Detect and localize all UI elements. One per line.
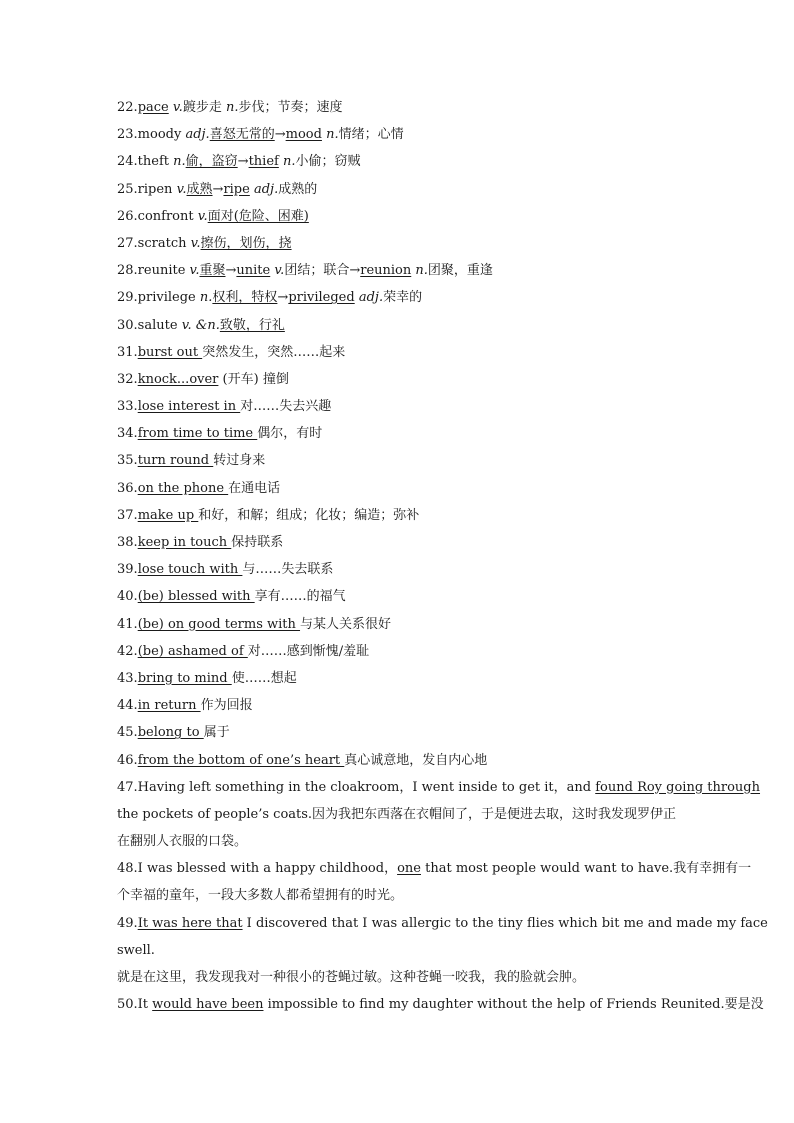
entry-text: swell.	[117, 942, 155, 958]
entry-line-46	[117, 747, 682, 774]
entry-line-48b	[117, 882, 682, 909]
entry-text: 在通电话	[228, 480, 281, 496]
part-of-speech: n.	[326, 127, 339, 143]
entry-text: 保持联系	[231, 535, 284, 550]
entry-line-44	[117, 692, 682, 719]
entry-text: 24.theft	[117, 154, 174, 170]
answer-text: 重聚	[199, 263, 226, 279]
entry-line-41	[117, 611, 682, 638]
entry-line-29	[117, 284, 682, 311]
entry-line-37	[117, 502, 682, 529]
entry-line-43	[117, 665, 682, 692]
part-of-speech: &n.	[195, 317, 220, 333]
answer-text: burst out	[137, 344, 203, 360]
entry-text: 在翻别人衣服的口袋。	[117, 834, 248, 850]
answer-text: mood	[285, 127, 322, 143]
entry-text: →	[277, 290, 289, 306]
entry-text: 48.I was blessed with a happy childhood，	[117, 861, 398, 877]
entry-line-47	[117, 774, 761, 801]
entry-line-42	[117, 638, 682, 665]
entry-text: 真心诚意地，发自内心地	[344, 752, 488, 768]
part-of-speech: n.	[173, 154, 186, 170]
entry-line-50	[117, 991, 764, 1018]
answer-text: It was here that	[137, 915, 243, 931]
entry-text: 小偷；窃贼	[295, 154, 361, 170]
entry-text: 30.salute	[117, 317, 182, 333]
part-of-speech: adj.	[185, 127, 210, 143]
part-of-speech: v.	[189, 263, 200, 279]
entry-text: 49.	[117, 915, 138, 931]
answer-text: (be) blessed with	[137, 589, 255, 605]
entry-line-49b	[117, 937, 682, 964]
entry-line-49	[117, 910, 768, 937]
part-of-speech: v.	[181, 317, 192, 333]
answer-text: on the phone	[137, 480, 229, 496]
entry-text: 荣幸的	[383, 290, 423, 306]
entry-text: 45.	[117, 725, 138, 741]
entry-text: 25.ripen	[117, 181, 177, 197]
entry-text: 使……想起	[231, 670, 297, 686]
entry-text: the pockets of people’s coats.因为我把东西落在衣帽间了，于是便进去取，这时我发现罗伊正	[117, 806, 677, 822]
entry-line-27	[117, 230, 682, 257]
part-of-speech: v.	[197, 208, 208, 224]
entry-text: 50.It	[117, 997, 153, 1013]
answer-text: make up	[137, 507, 199, 523]
entry-text: 与……失去联系	[242, 562, 334, 578]
entry-text: 26.confront	[117, 208, 198, 224]
entry-text: 个幸福的童年，一段大多数人都希望拥有的时光。	[117, 888, 404, 904]
entry-line-28	[117, 257, 682, 284]
answer-text: knock...over	[137, 371, 219, 387]
entry-text: 突然发生，突然……起来	[202, 344, 346, 360]
answer-text: 偷，盗窃	[185, 154, 238, 170]
answer-text: thief	[248, 154, 279, 170]
entry-text: 与某人关系很好	[300, 616, 392, 632]
answer-text: 致敬，行礼	[219, 317, 285, 333]
entry-text: 情绪；心情	[338, 127, 404, 143]
entry-text: that most people would want to have.我有幸拥有一	[420, 861, 752, 877]
entry-line-26	[117, 203, 682, 230]
part-of-speech: n.	[199, 290, 213, 306]
answer-text: lose interest in	[137, 399, 241, 415]
entry-text: 22.	[117, 100, 138, 115]
entry-text: 28.reunite	[117, 263, 190, 279]
entry-text: (开车) 撞倒	[218, 371, 289, 387]
entry-text: 39.	[117, 562, 138, 578]
answer-text: keep in touch	[137, 535, 232, 550]
entry-text: 29.privilege	[117, 290, 200, 306]
part-of-speech: v.	[172, 100, 183, 115]
entry-text: 38.	[117, 535, 138, 550]
entry-line-40	[117, 583, 682, 610]
entry-line-47c	[117, 828, 682, 855]
entry-line-34	[117, 420, 682, 447]
entry-text: 42.	[117, 643, 138, 659]
entry-line-47b	[117, 801, 682, 828]
entry-text: I discovered that I was allergic to the tiny flies which bit me and made my face	[242, 915, 768, 931]
entry-text: →	[349, 263, 361, 279]
answer-text: turn round	[137, 453, 214, 469]
entry-text: 踱步走	[182, 100, 226, 115]
answer-text: 喜怒无常的	[209, 127, 275, 143]
entry-text: 32.	[117, 371, 138, 387]
vocabulary-list	[117, 94, 768, 1018]
entry-line-33	[117, 393, 682, 420]
answer-text: (be) on good terms with	[137, 616, 301, 632]
part-of-speech: v.	[274, 263, 285, 279]
entry-text: 对……感到惭愧/羞耻	[247, 643, 370, 659]
answer-text: (be) ashamed of	[137, 643, 248, 659]
entry-text: 23.moody	[117, 127, 186, 143]
entry-line-23	[117, 121, 682, 148]
entry-text: 作为回报	[200, 698, 253, 714]
part-of-speech: n.	[415, 263, 428, 279]
part-of-speech: adj.	[253, 181, 279, 197]
entry-text: 47.Having left something in the cloakroom，I went inside to get it，and	[117, 779, 596, 795]
entry-text: impossible to find my daughter without the help of Friends Reunited.要是没	[263, 997, 764, 1013]
answer-text: 面对(危险、困难)	[207, 208, 309, 224]
entry-line-24	[117, 148, 682, 175]
entry-text: 偶尔，有时	[257, 426, 323, 442]
answer-text: in return	[137, 698, 201, 714]
entry-text: 37.	[117, 507, 138, 523]
entry-text: 46.	[117, 752, 138, 768]
entry-text: 团结；联合	[284, 263, 350, 279]
entry-line-48	[117, 855, 752, 882]
entry-text: 43.	[117, 670, 138, 686]
answer-text: 权利，特权	[212, 290, 278, 306]
entry-line-22	[117, 94, 682, 121]
answer-text: privileged	[288, 290, 355, 306]
answer-text: from the bottom of one’s heart	[137, 752, 345, 768]
entry-text: →	[212, 181, 224, 197]
entry-text: →	[274, 127, 286, 143]
entry-text: 属于	[203, 725, 230, 741]
entry-text: →	[225, 263, 237, 279]
entry-text: 就是在这里，我发现我对一种很小的苍蝇过敏。这种苍蝇一咬我，我的脸就会肿。	[117, 970, 586, 985]
entry-line-35	[117, 447, 682, 474]
answer-text: unite	[236, 263, 271, 279]
entry-line-45	[117, 719, 682, 746]
entry-line-31	[117, 339, 682, 366]
entry-text: 31.	[117, 344, 138, 360]
entry-text: →	[237, 154, 249, 170]
entry-text: 27.scratch	[117, 235, 191, 251]
answer-text: 成熟	[186, 181, 213, 197]
entry-text: 36.	[117, 480, 138, 496]
answer-text: belong to	[137, 725, 204, 741]
part-of-speech: n.	[225, 100, 239, 115]
answer-text: pace	[137, 100, 169, 115]
entry-text: 34.	[117, 426, 138, 442]
entry-line-30	[117, 312, 682, 339]
entry-text: 团聚，重逢	[427, 263, 493, 279]
entry-text: 和好，和解；组成；化妆；编造；弥补	[198, 507, 420, 523]
entry-line-36	[117, 475, 682, 502]
answer-text: ripe	[223, 181, 250, 197]
entry-line-38	[117, 529, 682, 556]
part-of-speech: adj.	[358, 290, 384, 306]
part-of-speech: n.	[282, 154, 296, 170]
answer-text: 擦伤，划伤，挠	[200, 235, 292, 251]
entry-text: 41.	[117, 616, 138, 632]
entry-text: 步伐；节奏；速度	[238, 100, 343, 115]
answer-text: lose touch with	[137, 562, 243, 578]
part-of-speech: v.	[190, 235, 201, 251]
entry-text: 35.	[117, 453, 138, 469]
answer-text: would have been	[152, 997, 264, 1013]
answer-text: bring to mind	[137, 670, 232, 686]
entry-text: 40.	[117, 589, 138, 605]
entry-line-25	[117, 176, 682, 203]
entry-text: 享有……的福气	[254, 589, 346, 605]
entry-text: 33.	[117, 399, 138, 415]
part-of-speech: v.	[176, 181, 187, 197]
answer-text: found Roy going through	[595, 779, 761, 795]
answer-text: one	[397, 861, 421, 877]
entry-text: 44.	[117, 698, 138, 714]
entry-line-32	[117, 366, 682, 393]
entry-text: 对……失去兴趣	[240, 399, 332, 415]
entry-text: 转过身来	[213, 453, 266, 469]
entry-text: 成熟的	[278, 181, 318, 197]
answer-text: reunion	[360, 263, 412, 279]
entry-line-49c	[117, 964, 682, 991]
answer-text: from time to time	[137, 426, 258, 442]
entry-line-39	[117, 556, 682, 583]
